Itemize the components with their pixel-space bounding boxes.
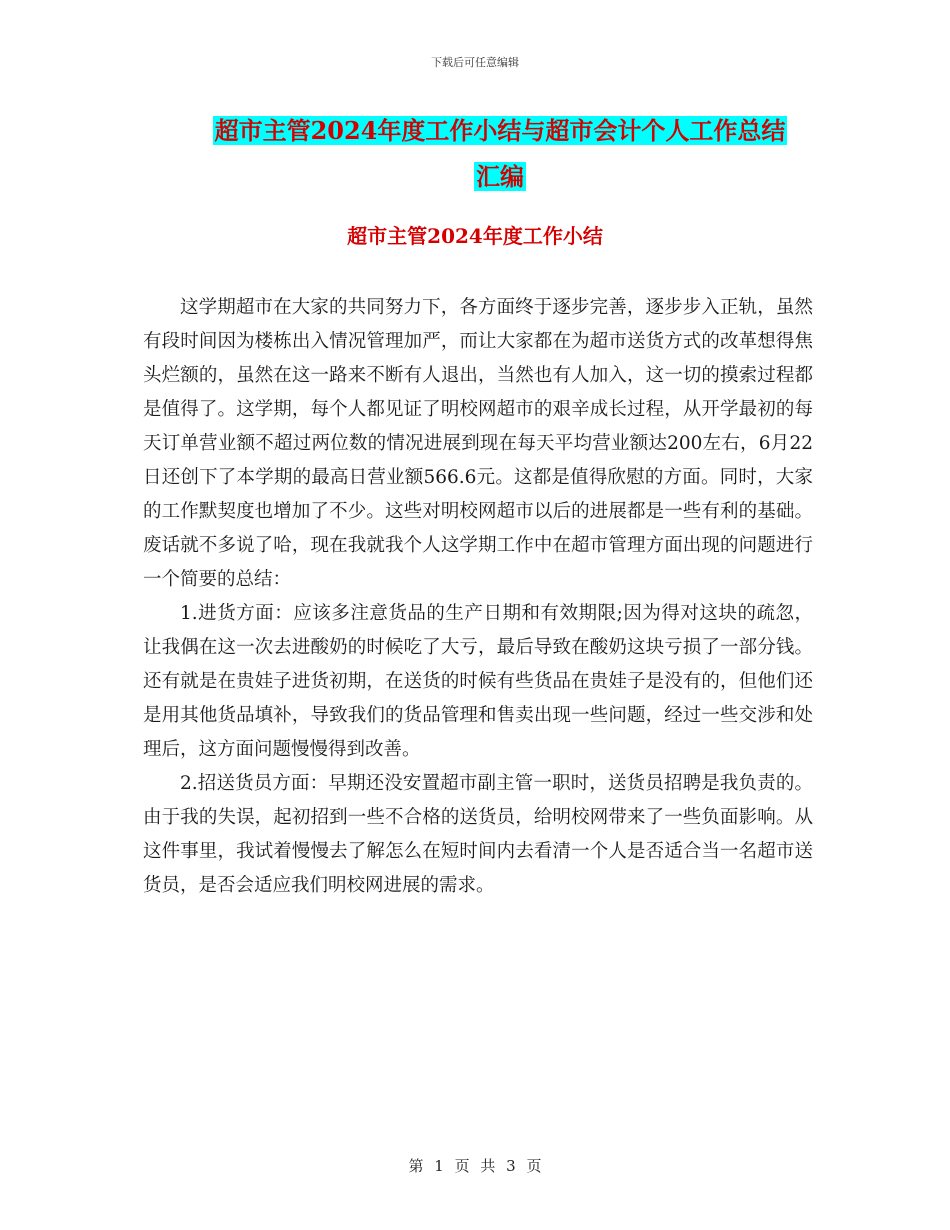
paragraph-intro: 这学期超市在大家的共同努力下，各方面终于逐步完善，逐步步入正轨，虽然有段时间因为楼栋出入情况管理加严，而让大家都在为超市送货方式的改革想得焦头烂额的，虽然在这一路来不断有人退出，当然也有人加入，这一切的摸索过程都是值得了。这学期，每个人都见证了明校网超市的艰辛成长过程，从开学最初的每天订单营业额不超过两位数的情况进展到现在每天平均营业额达200左右，6月22日还创下了本学期的最高日营业额566.6元。这都是值得欣慰的方面。同时，大家的工作默契度也增加了不少。这些对明校网超市以后的进展都是一些有利的基础。废话就不多说了哈，现在我就我个人这学期工作中在超市管理方面出现的问题进行一个简要的总结： — [143, 297, 813, 590]
paragraph-recruiting: 2.招送货员方面：早期还没安置超市副主管一职时，送货员招聘是我负责的。由于我的失误，起初招到一些不合格的送货员，给明校网带来了一些负面影响。从这件事里，我试着慢慢去了解怎么在短时间内去看清一个人是否适合当一名超市送货员，是否会适应我们明校网进展的需求。 — [143, 773, 813, 896]
section-title: 超市主管2024年度工作小结 — [347, 224, 603, 248]
body-text — [143, 291, 813, 903]
document-title-line-1: 超市主管2024年度工作小结与超市会计个人工作总结 — [214, 116, 786, 145]
page-footer: 第 1 页 共 3 页 — [408, 1157, 542, 1175]
document-title-line-2: 汇编 — [476, 162, 524, 191]
paragraph-purchasing: 1.进货方面：应该多注意货品的生产日期和有效期限;因为得对这块的疏忽，让我偶在这一次去进酸奶的时候吃了大亏，最后导致在酸奶这块亏损了一部分钱。还有就是在贵娃子进货初期，在送货的时候有些货品在贵娃子是没有的，但他们还是用其他货品填补，导致我们的货品管理和售卖出现一些问题，经过一些交涉和处理后，这方面问题慢慢得到改善。 — [143, 603, 813, 760]
document-title — [150, 108, 850, 200]
header-note: 下载后可任意编辑 — [431, 56, 519, 69]
